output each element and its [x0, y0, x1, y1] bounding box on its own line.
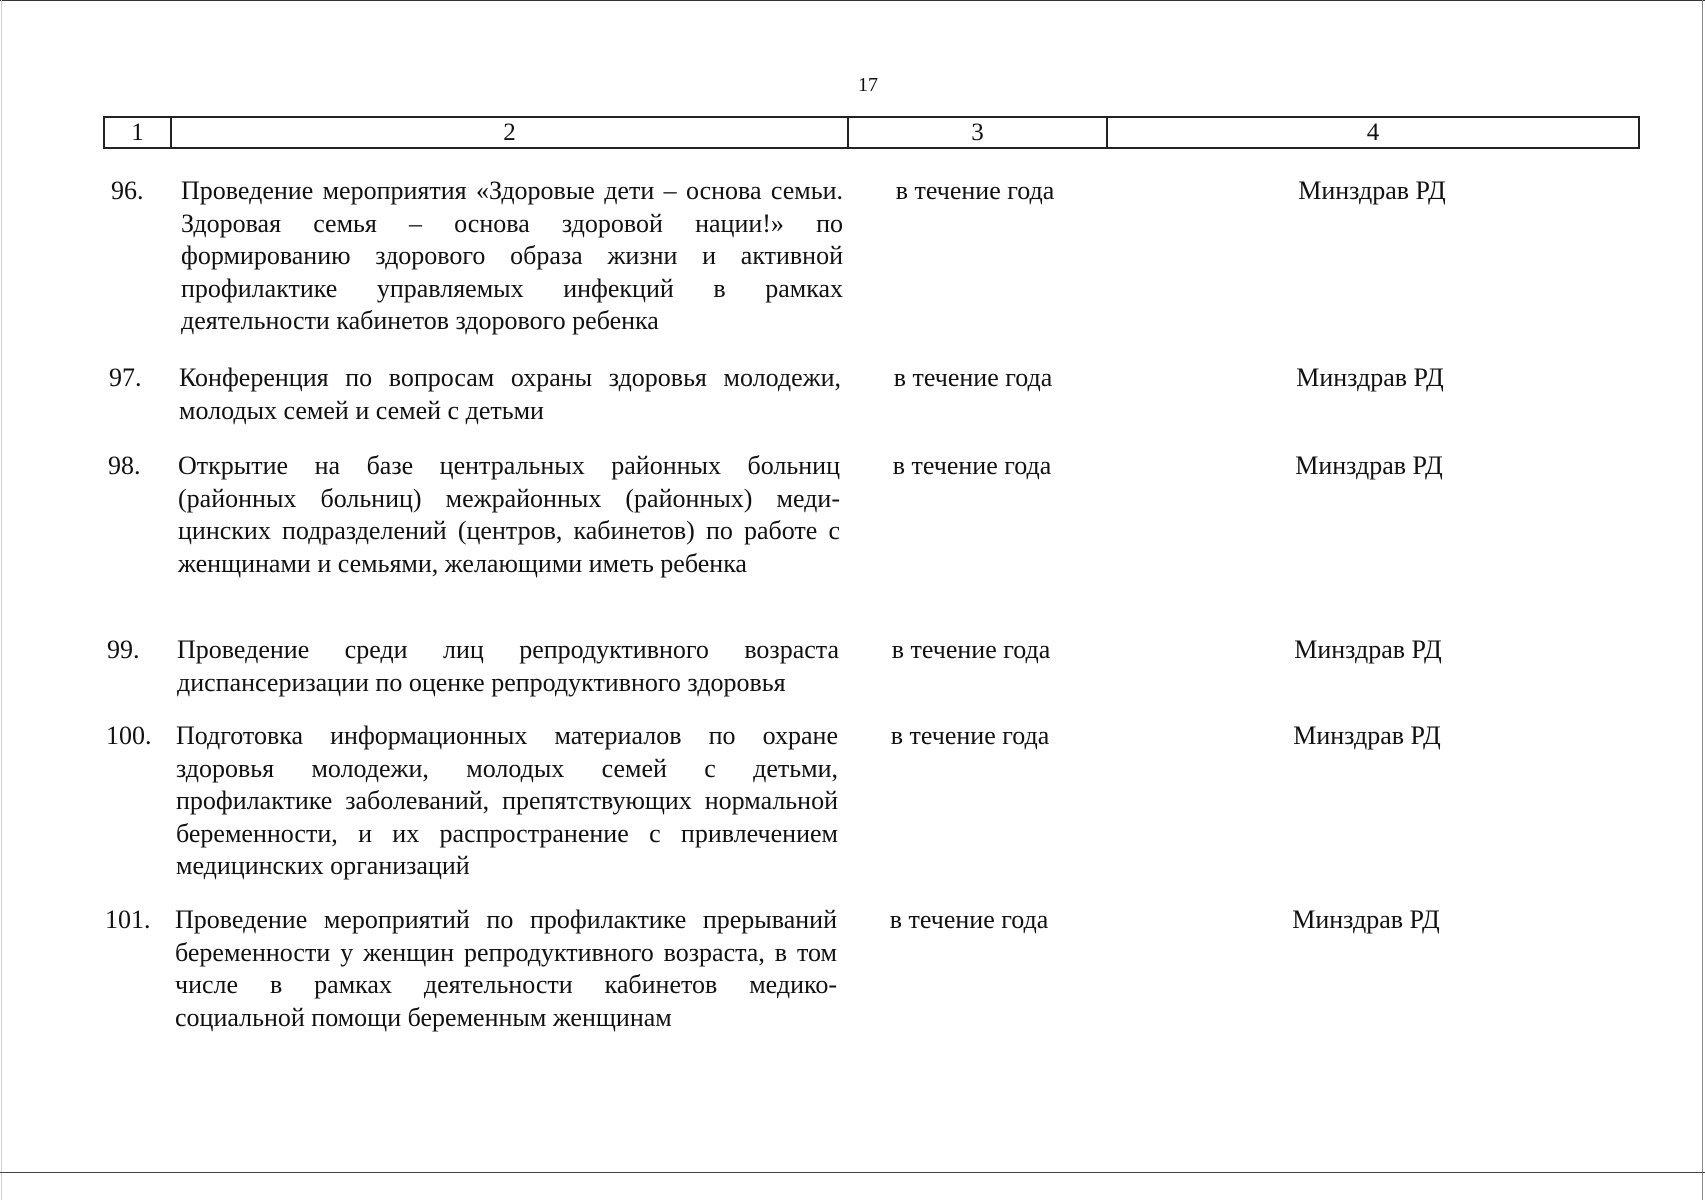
- scan-edge-bottom: [0, 1172, 1705, 1173]
- term-text: в течение года: [889, 905, 1049, 934]
- row-number: 98.: [108, 451, 141, 480]
- column-header-4: 4: [1366, 118, 1380, 146]
- activity-text: Подготовка информационных материалов по охране здоровья молодежи, молодых семей с детьми, профилактике заболеваний, препятствующих нормальной беременности, и их распространение с привлечением медицинских организаций: [176, 721, 838, 880]
- responsible-text: Минздрав РД: [1295, 451, 1443, 480]
- responsible-text: Минздрав РД: [1293, 721, 1441, 750]
- term-text: в течение года: [892, 451, 1052, 480]
- column-header-row: [103, 116, 1640, 149]
- term-text: в течение года: [891, 635, 1051, 664]
- row-number: 101.: [105, 905, 151, 934]
- row-number: 96.: [111, 176, 144, 205]
- scan-edge-right: [1702, 0, 1703, 1200]
- scan-edge-top: [0, 0, 1705, 1]
- scan-edge-left: [1, 0, 2, 1200]
- term-text: в течение года: [895, 176, 1055, 205]
- responsible-text: Минздрав РД: [1298, 176, 1446, 205]
- activity-text: Конференция по вопросам охраны здоровья молодежи, молодых семей и семей с детьми: [179, 363, 841, 425]
- activity-text: Проведение среди лиц репродуктивного возраста диспансеризации по оценке репродуктивного здоровья: [177, 635, 839, 697]
- responsible-text: Минздрав РД: [1292, 905, 1440, 934]
- term-text: в течение года: [893, 363, 1053, 392]
- responsible-text: Минздрав РД: [1296, 363, 1444, 392]
- activity-text: Проведение мероприятия «Здоровые дети – основа семьи. Здоровая семья – основа здоровой нации!» по формированию здорового образа жизни и активной профилактике управляемых инфекций в рамках деятельности кабинетов здорового ребенка: [181, 176, 843, 335]
- column-header-1: 1: [105, 118, 172, 147]
- page-number: 17: [858, 74, 878, 96]
- row-number: 97.: [109, 363, 142, 392]
- activity-text: Проведение мероприятий по профилактике прерываний беременности у женщин репродуктивного возраста, в том числе в рамках деятельности кабинетов медико-социальной помощи беременным женщинам: [175, 905, 837, 1032]
- column-header-3: 3: [849, 118, 1108, 147]
- term-text: в течение года: [890, 721, 1050, 750]
- column-header-2: 2: [172, 118, 849, 147]
- responsible-text: Минздрав РД: [1294, 635, 1442, 664]
- activity-text: Открытие на базе центральных районных больниц (районных больниц) межрайонных (районных) медицинских подразделений (центров, кабинетов) по работе с женщинами и семьями, желающими иметь ребенка: [178, 451, 840, 578]
- row-number: 99.: [107, 635, 140, 664]
- row-number: 100.: [106, 721, 152, 750]
